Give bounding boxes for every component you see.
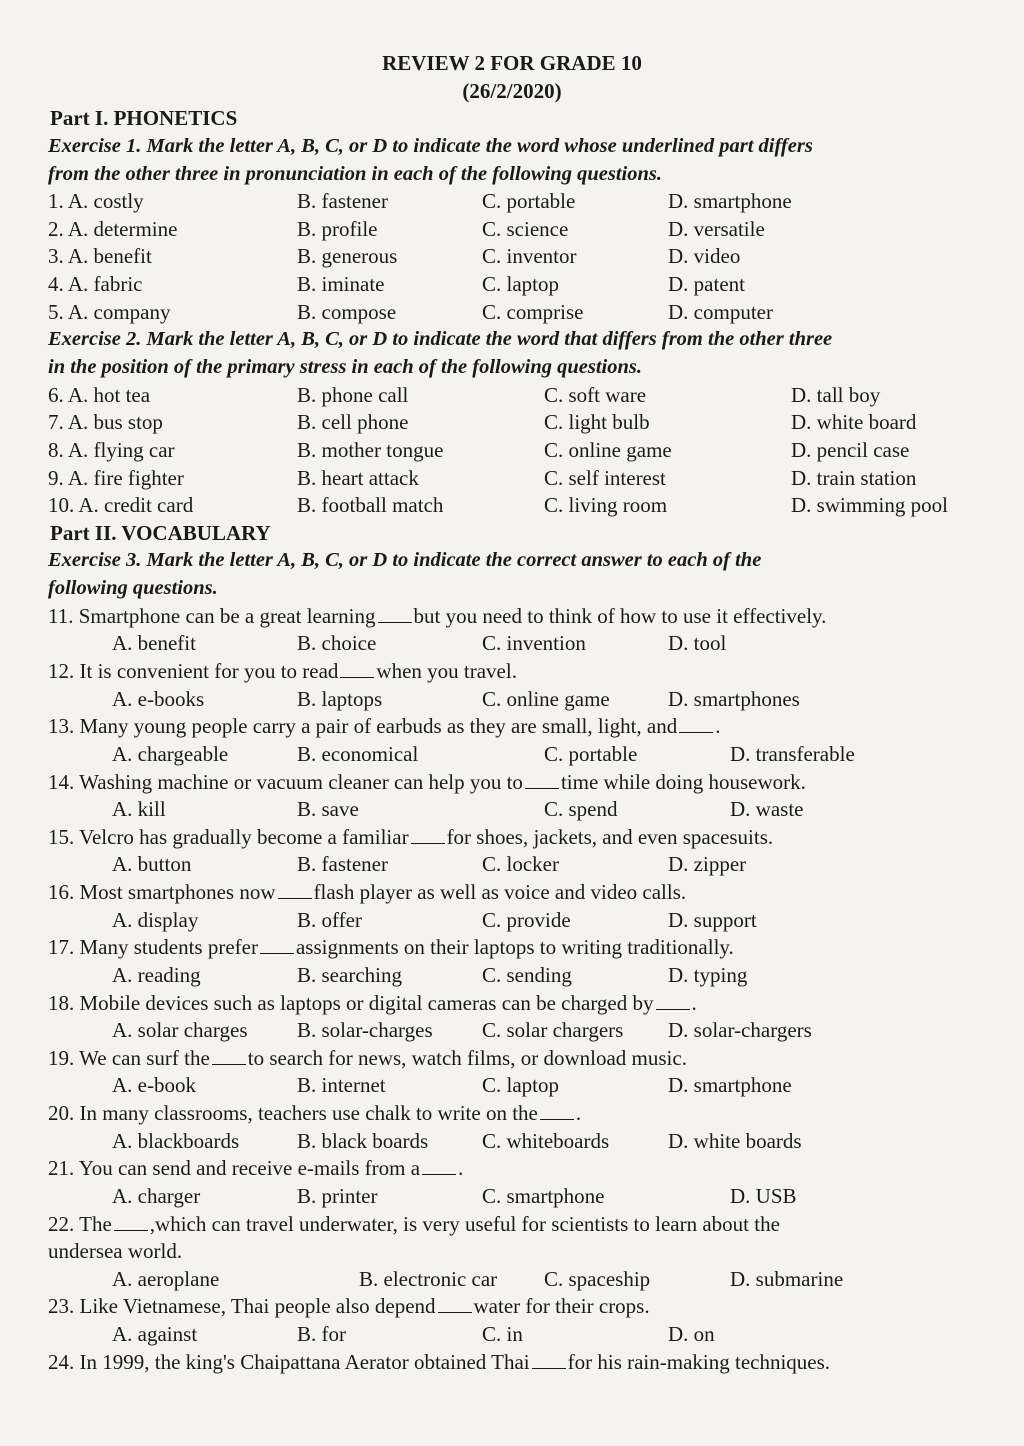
option-b: B. save [297,797,359,821]
option-d: D. USB [730,1184,797,1208]
stem-after-blank: when you travel. [376,659,517,683]
option-d: D. transferable [730,742,855,766]
option-c: C. science [482,217,569,241]
answer-blank [114,1212,148,1231]
option-a: A. charger [112,1184,201,1208]
option-a: 3. A. benefit [48,244,152,268]
question-row-9 [0,465,1024,493]
question-stem-12 [48,658,1024,686]
question-stem-22-continued: undersea world. [48,1239,183,1263]
option-c: C. soft ware [544,383,647,407]
option-b: B. iminate [297,272,385,296]
answer-blank [540,1101,574,1120]
option-d: D. support [668,908,757,932]
options-row-21 [0,1183,1024,1211]
option-d: D. smartphone [668,189,792,213]
stem-after-blank: time while doing housework. [560,770,806,794]
option-a: A. reading [112,963,201,987]
stem-after-blank: flash player as well as voice and video calls. [313,880,687,904]
option-b: B. laptops [297,687,383,711]
option-b: B. economical [297,742,419,766]
stem-before-blank: 17. Many students prefer [48,935,258,959]
option-a: 5. A. company [48,300,171,324]
option-a: A. chargeable [112,742,229,766]
options-row-16 [0,907,1024,935]
option-d: D. solar-chargers [668,1018,812,1042]
stem-before-blank: 15. Velcro has gradually become a familiar [48,825,409,849]
stem-before-blank: 19. We can surf the [48,1046,210,1070]
option-c: C. inventor [482,244,577,268]
option-c: C. light bulb [544,410,650,434]
question-stem-14 [48,769,1024,797]
question-row-5 [0,299,1024,327]
question-stem-18 [48,990,1024,1018]
answer-blank [656,991,690,1010]
question-row-6 [0,382,1024,410]
ex3-instruction-line1: Exercise 3. Mark the letter A, B, C, or D to indicate the correct answer to each of the [48,549,762,571]
question-stem-23 [48,1293,1024,1321]
option-b: B. cell phone [297,410,409,434]
question-stem-15 [48,824,1024,852]
option-d: D. computer [668,300,773,324]
option-d: D. smartphone [668,1073,792,1097]
stem-after-blank: water for their crops. [473,1294,650,1318]
option-b: B. phone call [297,383,409,407]
option-d: D. white boards [668,1129,802,1153]
option-a: A. against [112,1322,198,1346]
stem-before-blank: 14. Washing machine or vacuum cleaner can help you to [48,770,523,794]
option-c: C. spaceship [544,1267,651,1291]
ex1-instruction-line2: from the other three in pronunciation in each of the following questions. [48,163,662,185]
option-b: B. printer [297,1184,378,1208]
worksheet-title: REVIEW 2 FOR GRADE 10 [382,51,642,75]
options-row-19 [0,1072,1024,1100]
option-a: 4. A. fabric [48,272,143,296]
stem-before-blank: 22. The [48,1212,112,1236]
option-d: D. patent [668,272,745,296]
question-stem-21 [48,1155,1024,1183]
option-d: D. tool [668,631,727,655]
stem-before-blank: 16. Most smartphones now [48,880,276,904]
option-b: B. profile [297,217,378,241]
option-a: 7. A. bus stop [48,410,163,434]
options-row-13 [0,741,1024,769]
option-a: A. e-books [112,687,205,711]
stem-after-blank: but you need to think of how to use it effectively. [413,604,827,628]
ex2-instruction-line1: Exercise 2. Mark the letter A, B, C, or D to indicate the word that differs from the other three [48,328,833,350]
option-d: D. typing [668,963,748,987]
option-c: C. sending [482,963,572,987]
stem-after-blank: . [715,714,721,738]
stem-after-blank: assignments on their laptops to writing traditionally. [295,935,734,959]
part1-heading: Part I. PHONETICS [50,106,238,130]
option-d: D. white board [791,410,917,434]
option-d: D. pencil case [791,438,910,462]
option-a: 8. A. flying car [48,438,175,462]
stem-before-blank: 13. Many young people carry a pair of earbuds as they are small, light, and [48,714,678,738]
option-b: B. searching [297,963,402,987]
question-row-10 [0,492,1024,520]
option-c: C. provide [482,908,571,932]
answer-blank [422,1156,456,1175]
worksheet-date: (26/2/2020) [462,79,562,103]
option-d: D. smartphones [668,687,800,711]
option-a: A. benefit [112,631,196,655]
option-d: D. zipper [668,852,747,876]
option-c: C. smartphone [482,1184,605,1208]
stem-before-blank: 23. Like Vietnamese, Thai people also depend [48,1294,436,1318]
options-row-23 [0,1321,1024,1349]
question-row-1 [0,188,1024,216]
question-stem-16 [48,879,1024,907]
option-a: 9. A. fire fighter [48,466,184,490]
options-row-14 [0,796,1024,824]
option-c: C. living room [544,493,668,517]
option-b: B. generous [297,244,398,268]
part2-heading: Part II. VOCABULARY [50,521,271,545]
option-c: C. self interest [544,466,666,490]
question-stem-17 [48,934,1024,962]
option-c: C. laptop [482,1073,559,1097]
option-a: A. solar charges [112,1018,248,1042]
answer-blank [532,1350,566,1369]
option-b: B. solar-charges [297,1018,433,1042]
question-row-4 [0,271,1024,299]
option-b: B. fastener [297,189,388,213]
option-c: C. online game [482,687,610,711]
stem-after-blank: . [458,1156,464,1180]
ex3-instruction-line2: following questions. [48,577,218,599]
stem-before-blank: 21. You can send and receive e-mails from a [48,1156,421,1180]
stem-before-blank: 24. In 1999, the king's Chaipattana Aerator obtained Thai [48,1350,530,1374]
option-c: C. invention [482,631,586,655]
option-b: B. electronic car [359,1267,498,1291]
option-c: C. spend [544,797,618,821]
option-d: D. on [668,1322,715,1346]
answer-blank [260,935,294,954]
question-stem-19 [48,1045,1024,1073]
stem-after-blank: . [575,1101,582,1125]
option-b: B. football match [297,493,444,517]
stem-before-blank: 20. In many classrooms, teachers use chalk to write on the [48,1101,538,1125]
stem-after-blank: for his rain-making techniques. [567,1350,831,1374]
option-a: 10. A. credit card [48,493,194,517]
options-row-11 [0,630,1024,658]
question-stem-13 [48,713,1024,741]
option-b: B. fastener [297,852,388,876]
ex1-instruction-line1: Exercise 1. Mark the letter A, B, C, or D to indicate the word whose underlined part differs [48,135,813,157]
options-row-18 [0,1017,1024,1045]
option-a: A. button [112,852,192,876]
stem-after-blank: ,which can travel underwater, is very useful for scientists to learn about the [149,1212,780,1236]
option-c: C. in [482,1322,523,1346]
stem-before-blank: 11. Smartphone can be a great learning [48,604,376,628]
option-a: A. kill [112,797,166,821]
answer-blank [411,825,445,844]
option-b: B. internet [297,1073,386,1097]
option-c: C. solar chargers [482,1018,624,1042]
option-b: B. choice [297,631,377,655]
question-stem-11 [48,603,1024,631]
option-d: D. waste [730,797,804,821]
option-d: D. submarine [730,1267,844,1291]
answer-blank [525,770,559,789]
answer-blank [378,604,412,623]
option-a: A. aeroplane [112,1267,220,1291]
answer-blank [679,714,713,733]
option-a: 6. A. hot tea [48,383,151,407]
option-b: B. heart attack [297,466,419,490]
option-b: B. compose [297,300,397,324]
option-a: 2. A. determine [48,217,178,241]
option-c: C. whiteboards [482,1129,610,1153]
option-b: B. black boards [297,1129,429,1153]
option-d: D. swimming pool [791,493,948,517]
stem-after-blank: . [691,991,697,1015]
question-row-8 [0,437,1024,465]
option-b: B. mother tongue [297,438,444,462]
option-c: C. locker [482,852,559,876]
stem-after-blank: for shoes, jackets, and even spacesuits. [446,825,774,849]
option-d: D. train station [791,466,917,490]
option-c: C. portable [544,742,638,766]
stem-before-blank: 18. Mobile devices such as laptops or digital cameras can be charged by [48,991,654,1015]
question-row-7 [0,409,1024,437]
option-d: D. versatile [668,217,765,241]
question-row-2 [0,216,1024,244]
option-c: C. laptop [482,272,559,296]
options-row-15 [0,851,1024,879]
stem-before-blank: 12. It is convenient for you to read [48,659,339,683]
option-c: C. portable [482,189,576,213]
question-stem-24 [48,1349,1024,1377]
option-a: A. display [112,908,199,932]
answer-blank [278,880,312,899]
option-c: C. comprise [482,300,584,324]
ex2-instruction-line2: in the position of the primary stress in each of the following questions. [48,356,643,378]
question-stem-20 [48,1100,1024,1128]
options-row-22 [0,1266,1024,1294]
option-c: C. online game [544,438,672,462]
option-d: D. tall boy [791,383,881,407]
option-d: D. video [668,244,741,268]
option-b: B. offer [297,908,362,932]
options-row-17 [0,962,1024,990]
options-row-20 [0,1128,1024,1156]
stem-after-blank: to search for news, watch films, or download music. [247,1046,687,1070]
option-a: A. e-book [112,1073,196,1097]
question-row-3 [0,243,1024,271]
answer-blank [438,1294,472,1313]
question-stem-22 [48,1211,1024,1239]
option-b: B. for [297,1322,346,1346]
options-row-12 [0,686,1024,714]
option-a: 1. A. costly [48,189,144,213]
answer-blank [340,659,374,678]
option-a: A. blackboards [112,1129,240,1153]
answer-blank [212,1046,246,1065]
